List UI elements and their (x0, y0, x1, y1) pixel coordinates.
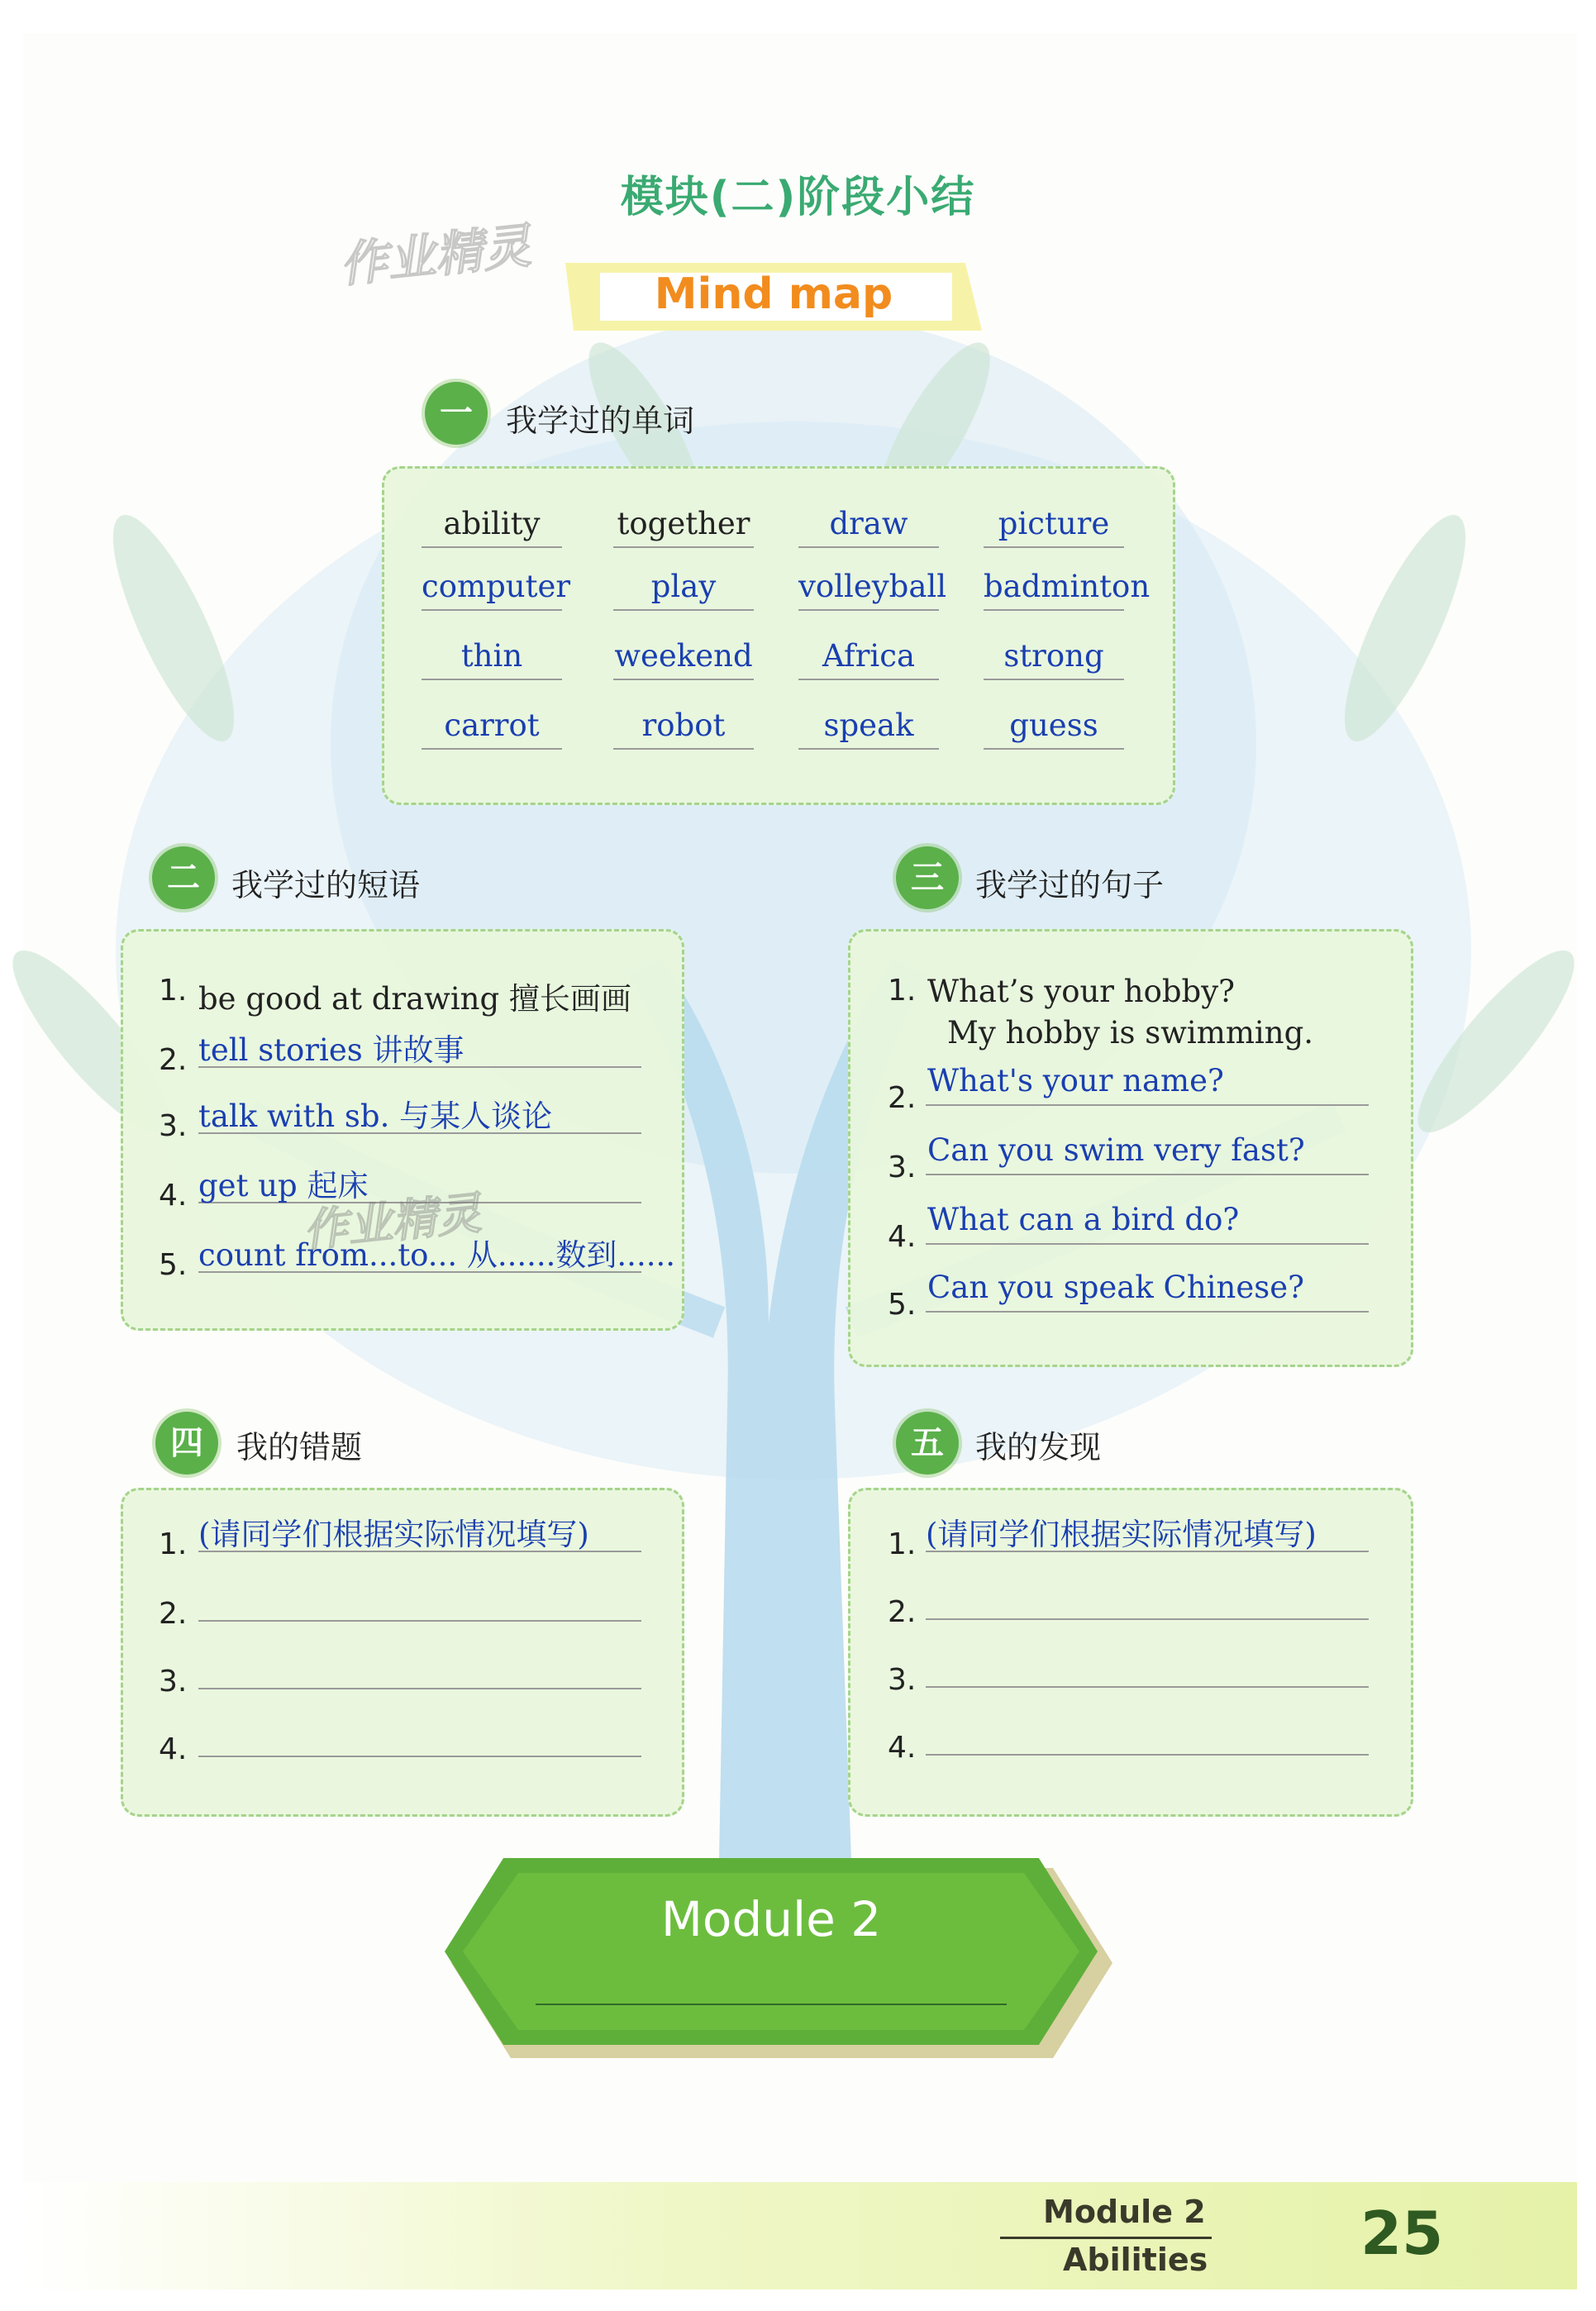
page-number: 25 (1360, 2199, 1444, 2268)
answer-line (926, 1243, 1369, 1245)
word-cell: volleyball (798, 569, 939, 611)
item-text: count from...to... 从......数到...... (198, 1237, 675, 1273)
section-5-title: 我的发现 (975, 1429, 1102, 1465)
item-text: (请同学们根据实际情况填写) (198, 1517, 589, 1552)
item-text: get up 起床 (198, 1168, 369, 1203)
item-text-2: My hobby is swimming. (947, 1015, 1314, 1051)
answer-line (926, 1174, 1369, 1175)
word-cell: robot (613, 708, 754, 750)
section-5-badge: 五 (896, 1412, 959, 1475)
footer-unit: Abilities (1063, 2242, 1208, 2278)
section-3-badge: 三 (896, 846, 959, 909)
item-number: 3. (888, 1151, 917, 1184)
item-text: be good at drawing 擅长画画 (198, 981, 631, 1017)
item-number: 2. (159, 1043, 188, 1077)
section-2-badge: 二 (152, 846, 215, 909)
page-title: 模块(二)阶段小结 (620, 173, 976, 222)
item-number: 2. (888, 1081, 917, 1115)
item-text: talk with sb. 与某人谈论 (198, 1098, 553, 1134)
word-cell: weekend (613, 638, 754, 680)
item-text: (请同学们根据实际情况填写) (926, 1517, 1317, 1552)
item-number: 3. (888, 1663, 917, 1697)
item-number: 4. (159, 1179, 188, 1213)
section-3-title: 我学过的句子 (975, 867, 1165, 903)
answer-line (926, 1104, 1369, 1106)
item-number: 2. (888, 1595, 917, 1629)
item-number: 2. (159, 1597, 188, 1631)
word-cell: guess (984, 708, 1124, 750)
word-cell: badminton (984, 569, 1124, 611)
mind-map-label: Mind map (654, 269, 893, 319)
word-cell: picture (984, 506, 1124, 548)
word-cell: speak (798, 708, 939, 750)
word-cell: play (613, 569, 754, 611)
item-text: What’s your hobby? (927, 974, 1235, 1009)
item-text: Can you swim very fast? (927, 1132, 1305, 1168)
section-4-badge: 四 (155, 1412, 218, 1475)
answer-line (926, 1754, 1369, 1756)
answer-line (926, 1311, 1369, 1313)
item-number: 1. (888, 1527, 917, 1561)
item-number: 3. (159, 1109, 188, 1143)
word-cell: Africa (798, 638, 939, 680)
word-cell: computer (422, 569, 562, 611)
word-cell: strong (984, 638, 1124, 680)
word-cell: carrot (422, 708, 562, 750)
item-number: 5. (888, 1288, 917, 1322)
module-banner-title: Module 2 (660, 1891, 882, 1947)
word-cell: ability (422, 506, 562, 548)
item-number: 3. (159, 1665, 188, 1699)
item-text: What can a bird do? (927, 1202, 1240, 1237)
item-number: 4. (888, 1220, 917, 1254)
answer-line (198, 1620, 641, 1622)
footer-divider (1000, 2237, 1212, 2239)
footer-module: Module 2 (1043, 2194, 1206, 2230)
footer-band (23, 2182, 1577, 2290)
item-number: 1. (159, 974, 188, 1008)
watermark-2: 作业精灵 (300, 1186, 484, 1258)
item-number: 4. (159, 1732, 188, 1766)
word-cell: thin (422, 638, 562, 680)
answer-line (198, 1688, 641, 1689)
section-4-title: 我的错题 (236, 1429, 363, 1465)
word-cell: together (613, 506, 754, 548)
item-number: 1. (159, 1527, 188, 1561)
answer-line (926, 1686, 1369, 1688)
answer-line (926, 1618, 1369, 1620)
module-banner-line (536, 2004, 1007, 2005)
item-text: Can you speak Chinese? (927, 1270, 1304, 1305)
item-text: What's your name? (927, 1063, 1224, 1098)
item-number: 4. (888, 1731, 917, 1765)
word-cell: draw (798, 506, 939, 548)
answer-line (198, 1756, 641, 1757)
item-text: tell stories 讲故事 (198, 1032, 465, 1068)
section-1-badge: 一 (425, 382, 488, 445)
watermark: 作业精灵 (336, 217, 534, 293)
section-2-title: 我学过的短语 (231, 867, 421, 903)
section-1-title: 我学过的单词 (506, 403, 695, 439)
item-number: 1. (888, 974, 917, 1008)
item-number: 5. (159, 1248, 188, 1282)
module-banner (445, 1858, 1116, 2063)
